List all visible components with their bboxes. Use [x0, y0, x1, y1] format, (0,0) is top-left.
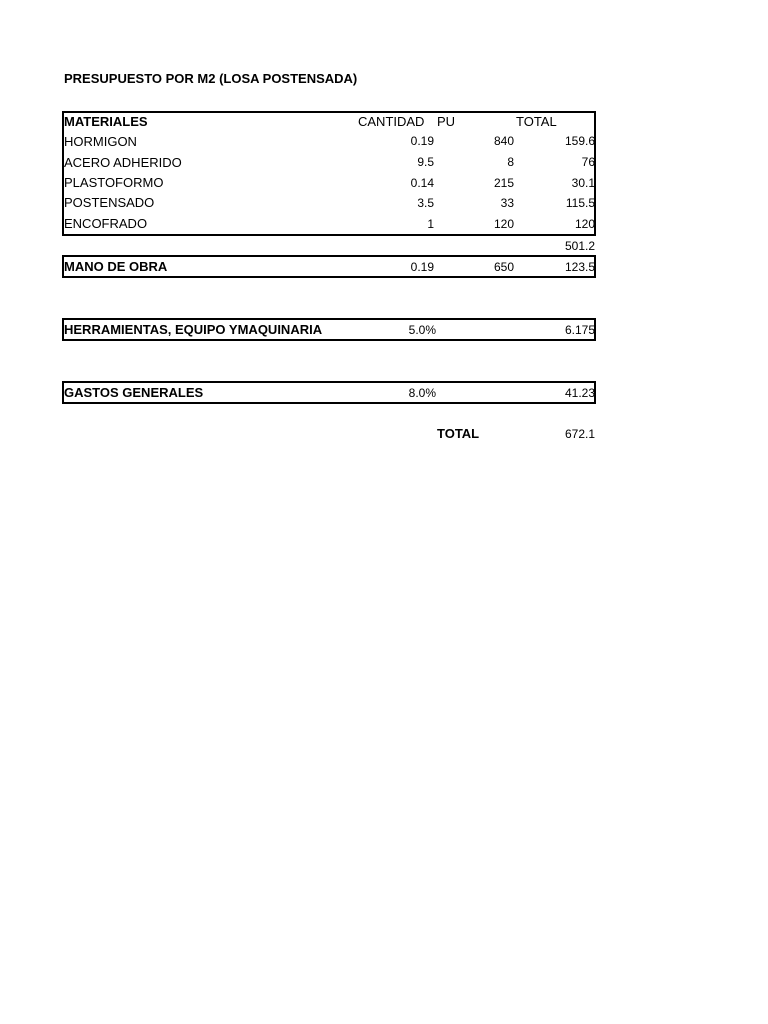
gastos-generales-label: GASTOS GENERALES [64, 385, 204, 400]
row-pu: 8 [507, 155, 514, 169]
header-pu: PU [437, 114, 456, 129]
mano-de-obra-pu: 650 [493, 260, 514, 274]
row-total: 120 [574, 217, 595, 231]
row-name: ENCOFRADO [64, 216, 148, 231]
gastos-generales-percent: 8.0% [408, 386, 436, 400]
header-cantidad: CANTIDAD [358, 114, 425, 129]
row-pu: 840 [493, 134, 514, 148]
row-total: 159.6 [564, 134, 595, 148]
row-cantidad: 1 [427, 217, 434, 231]
grand-total-label: TOTAL [437, 426, 480, 441]
row-pu: 215 [493, 176, 514, 190]
row-total: 115.5 [565, 196, 595, 210]
header-materiales: MATERIALES [64, 114, 148, 129]
materials-subtotal: 501.2 [564, 239, 595, 253]
row-name: HORMIGON [64, 134, 137, 149]
page-title: PRESUPUESTO POR M2 (LOSA POSTENSADA) [64, 71, 358, 86]
mano-de-obra-label: MANO DE OBRA [64, 259, 168, 274]
row-cantidad: 9.5 [417, 155, 434, 169]
row-name: POSTENSADO [64, 195, 155, 210]
herramientas-label: HERRAMIENTAS, EQUIPO YMAQUINARIA [64, 322, 323, 337]
row-total: 76 [581, 155, 595, 169]
row-name: ACERO ADHERIDO [64, 155, 182, 170]
gastos-generales-total: 41.23 [564, 386, 595, 400]
mano-de-obra-cantidad: 0.19 [410, 260, 434, 274]
row-name: PLASTOFORMO [64, 175, 164, 190]
herramientas-percent: 5.0% [408, 323, 436, 337]
row-cantidad: 3.5 [417, 196, 434, 210]
herramientas-total: 6.175 [564, 323, 595, 337]
mano-de-obra-total: 123.5 [564, 260, 595, 274]
row-cantidad: 0.19 [410, 134, 434, 148]
header-total: TOTAL [516, 114, 557, 129]
row-pu: 33 [500, 196, 514, 210]
row-pu: 120 [493, 217, 514, 231]
row-cantidad: 0.14 [410, 176, 434, 190]
row-total: 30.1 [571, 176, 595, 190]
grand-total-value: 672.1 [564, 427, 595, 441]
